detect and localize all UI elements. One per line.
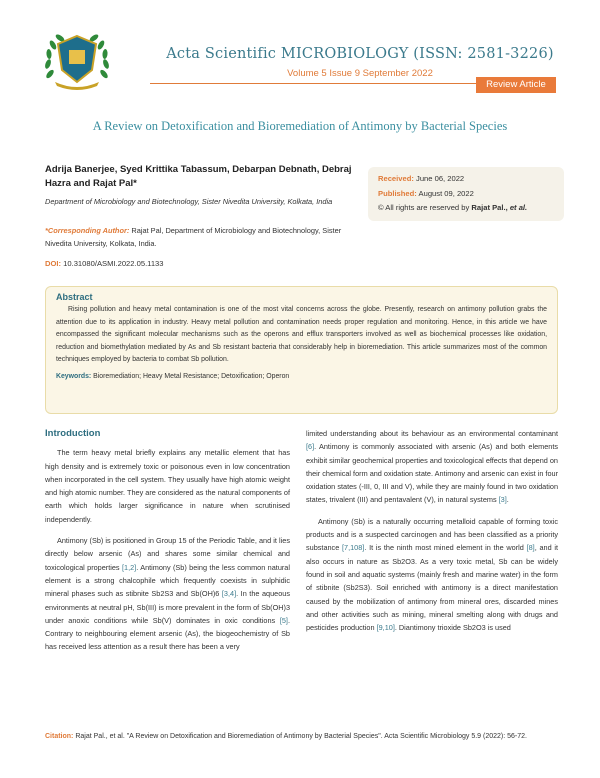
citation xyxy=(45,730,560,743)
issue-info: Volume 5 Issue 9 September 2022 xyxy=(287,68,433,79)
copyright-text: © All rights are reserved by xyxy=(378,203,470,212)
reference-link[interactable]: [1,2] xyxy=(121,562,137,572)
doi-value[interactable]: 10.31080/ASMI.2022.05.1133 xyxy=(63,259,164,268)
dates-box xyxy=(368,167,564,221)
keywords xyxy=(56,373,547,380)
paragraph-3-text-b: . Antimony is commonly associated with arsenic (As) and both elements exhibit similar geochemical properties and toxicological effects that depend on their chemical form and oxidation state. Antimony and arsenic can exist in four oxidation states (-III, 0, III and V), while they are mainly found in two oxidation states, trivalent (III) and pentavalent (V), in natural systems xyxy=(306,442,558,505)
published-line xyxy=(378,187,554,202)
reference-link[interactable]: [5] xyxy=(279,615,288,625)
paragraph-3-text-a: limited understanding about its behaviour as an environmental contaminant xyxy=(306,429,558,438)
paragraph-4-text-a: Antimony (Sb) is a naturally occurring metalloid capable of forming toxic products and is a suspected carcinogen and has been classified as a priority substance xyxy=(306,516,558,553)
corresponding-author xyxy=(45,224,365,250)
paragraph-2 xyxy=(45,534,290,654)
paragraph-1: The term heavy metal briefly explains any metallic element that has high density and is extremely toxic or poisonous even in low concentration when incorporated in the cell system. They usually have high atomic weight and high atomic number. They are considered as the natural components of earth which holds larger significance in nature when scrutinised independently. xyxy=(45,448,290,524)
abstract-box xyxy=(45,286,558,414)
reference-link[interactable]: [6] xyxy=(306,442,315,452)
published-date: August 09, 2022 xyxy=(418,188,474,198)
paragraph-2-text-a: Antimony (Sb) is positioned in Group 15 of the Periodic Table, and it lies directly below arsenic (As) and shares some similar chemical and toxicological properties xyxy=(45,536,290,572)
reference-link[interactable]: [8] xyxy=(526,543,535,553)
column-right xyxy=(306,427,558,642)
citation-label: Citation: xyxy=(45,733,74,740)
doi xyxy=(45,259,365,268)
keywords-label: Keywords: xyxy=(56,372,92,380)
journal-logo xyxy=(40,30,114,92)
paragraph-4-text-d: . Diantimony trioxide Sb2O3 is used xyxy=(394,623,511,633)
copyright-etal: et al. xyxy=(509,203,528,212)
reference-link[interactable]: [3] xyxy=(498,495,507,505)
article-type-badge: Review Article xyxy=(476,77,556,93)
paragraph-3: limited understanding about its behaviour as an environmental contaminant [6]. Antimony is commonly associated with arsenic (As) and both elements exhibit similar geochemical properties and toxicological effects that depend on their chemical form and oxidation state. Antimony and arsenic can exist in four oxidation states (-III, 0, III and V), while they are mainly found in two oxidation states, trivalent (III) and pentavalent (V), in natural systems [3]. xyxy=(306,429,558,505)
column-left xyxy=(45,427,290,662)
header-rule xyxy=(150,83,476,84)
keywords-text: Bioremediation; Heavy Metal Resistance; Detoxification; Operon xyxy=(93,372,290,380)
published-label: Published: xyxy=(378,188,417,198)
reference-link[interactable]: [3,4] xyxy=(221,589,237,599)
received-date: June 06, 2022 xyxy=(416,174,465,183)
reference-link[interactable]: [9,10] xyxy=(376,623,395,633)
authors: Adrija Banerjee, Syed Krittika Tabassum, Debarpan Debnath, Debraj Hazra and Rajat Pal* xyxy=(45,164,352,189)
doi-label: DOI: xyxy=(45,259,62,268)
received-label: Received: xyxy=(378,174,414,183)
copyright-line xyxy=(378,201,554,216)
paragraph-2-text-b: . Antimony (Sb) being the less common natural element is a strong chalcophile which frequently coexists in sulphidic mineral phases such as stibnite Sb2S3 and Sb(OH)6 xyxy=(45,562,290,599)
introduction-heading: Introduction xyxy=(45,428,101,439)
abstract-text: Rising pollution and heavy metal contamination is one of the most vital concerns across the globe. Presently, research on antimony pollution grabs the attention due to its application in industry. Heavy metal pollution and contamination needs proper regulation and monitoring. Hence, in this article we have encompassed the significant molecular mechanisms such as the operons and efflux transporters involved as well as biochemical processes like oxidation, reduction and biomethylation mediated by As and Sb resistant bacteria that considerably help in bioremediation. This article summarizes most of the common techniques employed by bacteria to combat Sb pollution. xyxy=(56,306,547,364)
paragraph-4-text-c: , and it also occurs in nature as Sb2O3. As a very toxic metal, Sb can be widely found in soil and aquatic systems (mainly fresh and marine water) in the form of stibnite (Sb2S3). Soil enriched with antimony is a direct manifestation caused by the mobilization of antimony from mineral ores, discarded mines and other activities such as mining, mineral smelting along with drugs and pesticides production xyxy=(306,543,559,633)
article-title: A Review on Detoxification and Bioremediation of Antimony by Bacterial Species xyxy=(92,119,508,133)
reference-link[interactable]: [7,108] xyxy=(342,543,365,553)
affiliation: Department of Microbiology and Biotechnology, Sister Nivedita University, Kolkata, India xyxy=(45,197,333,206)
journal-name: Acta Scientific MICROBIOLOGY (ISSN: 2581-3226) xyxy=(166,46,554,62)
corresponding-label: *Corresponding Author: xyxy=(45,226,130,235)
paragraph-2-text-c: . In the aqueous environments at neutral pH, Sb(III) is more prevalent in the form of Sb(OH)3 under anoxic conditions while Sb(V) dominates in oxic conditions xyxy=(45,589,290,625)
paragraph-4 xyxy=(306,515,558,635)
paragraph-2-text-d: . Contrary to neighbouring element arsenic (As), the biogeochemistry of Sb has received less attention as a result there has been a very xyxy=(45,615,290,652)
received-line xyxy=(378,172,554,187)
paragraph-4-text-b: . It is the ninth most mined element in the world xyxy=(364,543,524,553)
abstract-heading: Abstract xyxy=(56,292,93,302)
corresponding-text: Rajat Pal, Department of Microbiology and Biotechnology, Sister Nivedita University, Kolkata, India. xyxy=(45,226,342,248)
copyright-holder: Rajat Pal., xyxy=(471,203,508,212)
citation-text: Rajat Pal., et al. "A Review on Detoxification and Bioremediation of Antimony by Bacterial Species". Acta Scientific Microbiology 5.9 (2022): 56-72. xyxy=(75,733,527,740)
